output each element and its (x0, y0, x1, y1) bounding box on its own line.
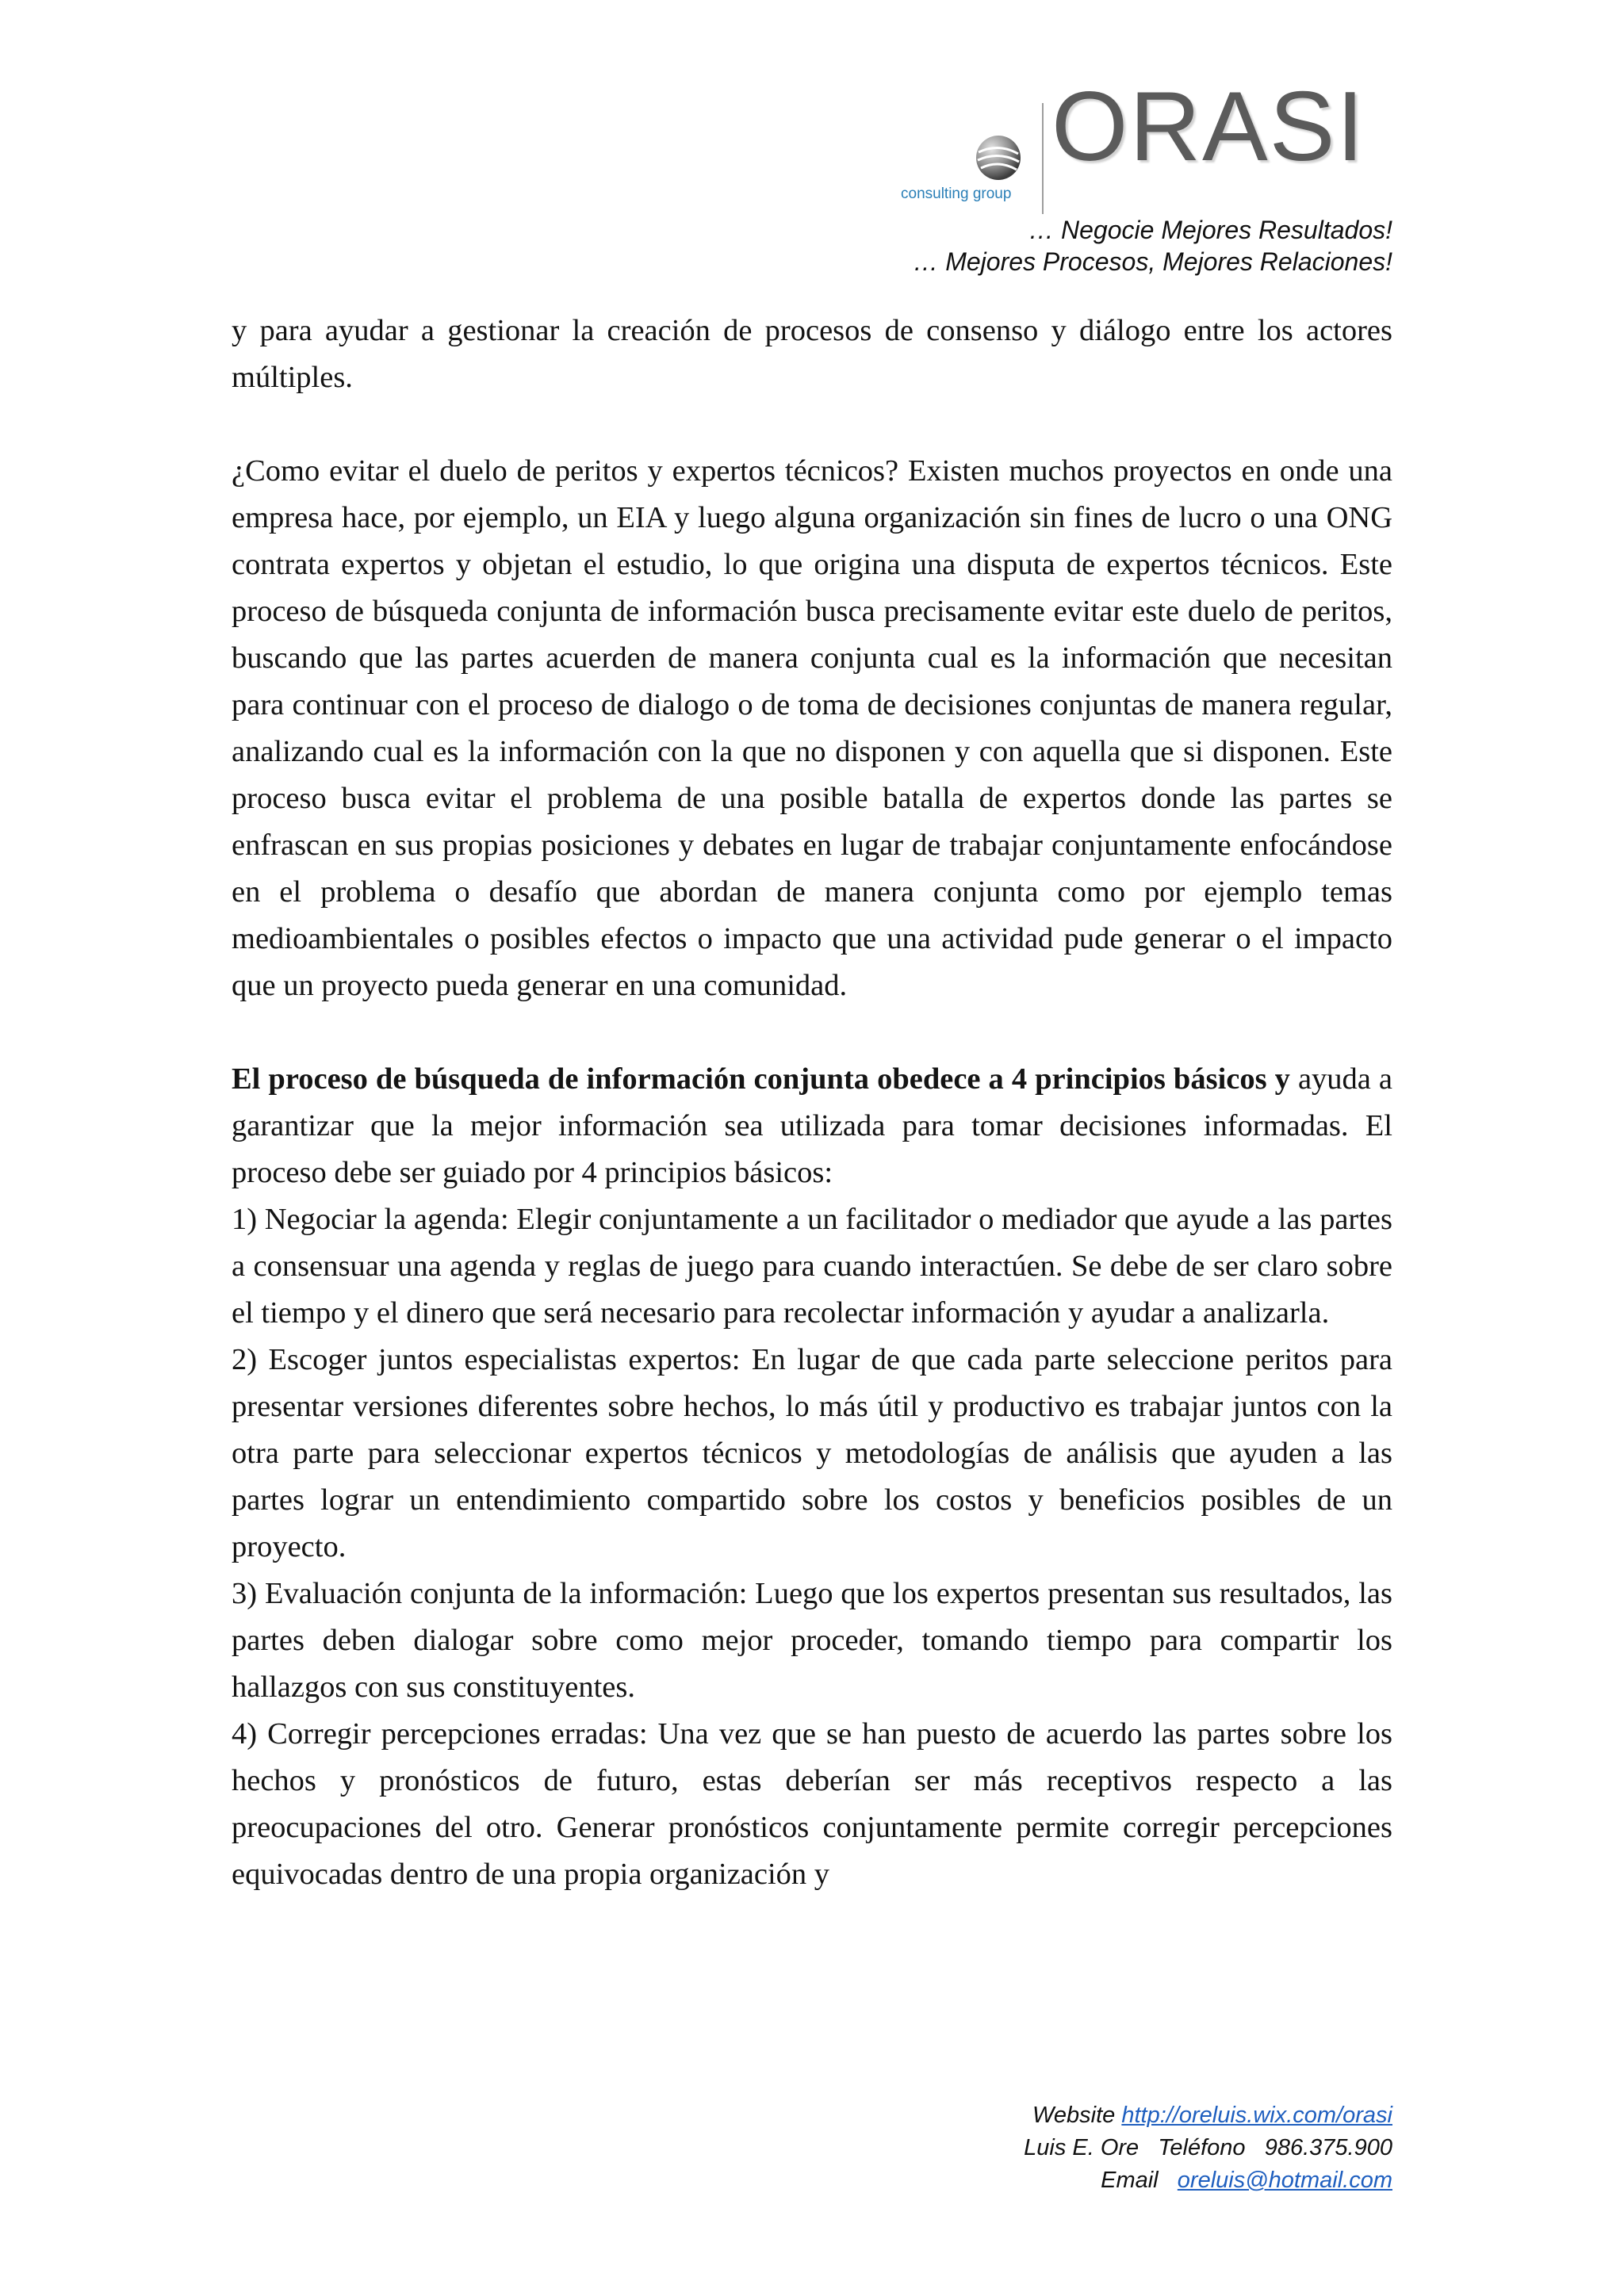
paragraph-2: ¿Como evitar el duelo de peritos y expertos técnicos? Existen muchos proyectos en onde una empresa hace, por ejemplo, un EIA y luego alguna organización sin fines de lucro o una ONG contrata expertos y objetan el estudio, lo que origina una disputa de expertos técnicos. Este proceso de búsqueda conjunta de información busca precisamente evitar este duelo de peritos, buscando que las partes acuerden de manera conjunta cual es la información que necesitan para continuar con el proceso de dialogo o de toma de decisiones conjuntas de manera regular, analizando cual es la información con la que no disponen y con aquella que si disponen. Este proceso busca evitar el problema de una posible batalla de expertos donde las partes se enfrascan en sus propias posiciones y debates en lugar de trabajar conjuntamente enfocándose en el problema o desafío que abordan de manera conjunta como por ejemplo temas medioambientales o posibles efectos o impacto que una actividad pude generar o el impacto que un proyecto pueda generar en una comunidad. (232, 454, 1392, 1002)
paragraph-gap (232, 401, 1392, 448)
principles-intro: ayuda a garantizar que la mejor información sea utilizada para tomar decisiones informadas. El proceso debe ser guiado por 4 principios básicos: (232, 1062, 1393, 1189)
orasi-logo (901, 72, 1392, 214)
footer-website-line (679, 2099, 1392, 2132)
website-link[interactable]: http://oreluis.wix.com/orasi (1121, 2103, 1392, 2128)
paragraph-1: y para ayudar a gestionar la creación de procesos de consenso y diálogo entre los actores múltiples. (232, 314, 1392, 394)
globe-icon (974, 133, 1023, 182)
tagline-2: … Mejores Procesos, Mejores Relaciones! (913, 247, 1392, 276)
logo-subtext: consulting group (901, 186, 1012, 202)
principle-item-3: 3) Evaluación conjunta de la información: Luego que los expertos presentan sus resultados, las partes deben dialogar sobre como mejor proceder, tomando tiempo para compartir los hallazgos con sus constituyentes. (232, 1577, 1392, 1704)
logo-wordmark: ORASI (1051, 72, 1365, 182)
website-label: Website (1032, 2103, 1122, 2128)
principles-heading: El proceso de búsqueda de información conjunta obedece a 4 principios básicos y (232, 1062, 1290, 1096)
footer-contact-line: Luis E. Ore Teléfono 986.375.900 (1024, 2135, 1392, 2160)
paragraph-3 (232, 1056, 1392, 1196)
principle-item-4: 4) Corregir percepciones erradas: Una vez que se han puesto de acuerdo las partes sobre los hechos y pronósticos de futuro, estas deberían ser más receptivos respecto a las preocupaciones del otro. Generar pronósticos conjuntamente permite corregir percepciones equivocadas dentro de una propia organización y (232, 1717, 1392, 1891)
principle-item-2: 2) Escoger juntos especialistas expertos: En lugar de que cada parte seleccione peritos para presentar versiones diferentes sobre hechos, lo más útil y productivo es trabajar juntos con la otra parte para seleccionar expertos técnicos y metodologías de análisis que ayuden a las partes lograr un entendimiento compartido sobre los costos y beneficios posibles de un proyecto. (232, 1343, 1392, 1563)
email-link[interactable]: oreluis@hotmail.com (1177, 2168, 1392, 2193)
principle-item-1: 1) Negociar la agenda: Elegir conjuntamente a un facilitador o mediador que ayude a las partes a consensuar una agenda y reglas de juego para cuando interactúen. Se debe de ser claro sobre el tiempo y el dinero que será necesario para recolectar información y ayudar a analizarla. (232, 1203, 1392, 1330)
footer-email-line (679, 2164, 1392, 2197)
page-footer (679, 2099, 1392, 2197)
logo-divider (1042, 103, 1044, 214)
tagline-1: … Negocie Mejores Resultados! (1028, 216, 1392, 244)
email-label: Email (1101, 2168, 1178, 2193)
page-header (679, 72, 1392, 285)
paragraph-gap (232, 1009, 1392, 1056)
document-body (232, 308, 1392, 1898)
